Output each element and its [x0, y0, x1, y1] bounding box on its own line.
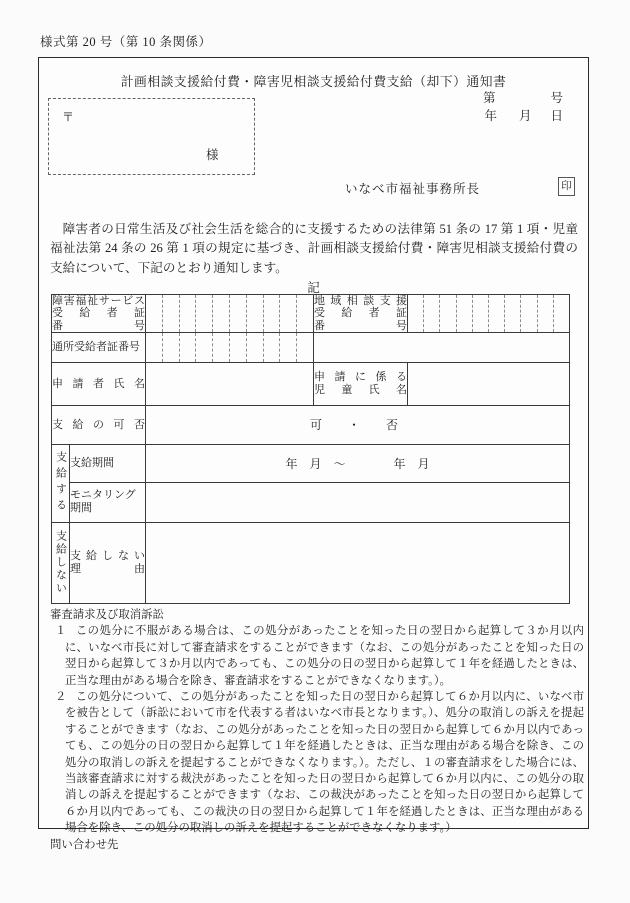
record-heading: 記 [307, 281, 320, 295]
digit-cell [212, 333, 229, 362]
digit-cell [472, 295, 488, 332]
no-grant-group-header: 支給しない [52, 522, 70, 603]
digit-cell [504, 295, 520, 332]
row-no-grant-reason [52, 522, 570, 603]
digit-cell [195, 295, 212, 332]
body-paragraph: 障害者の日常生活及び社会生活を総合的に支援するための法律第 51 条の 17 第 1 項・児童福祉法第 24 条の 26 第 1 項の規定に基づき、計画相談支援給付費・障害児相談支援給付費の支給について、下記のとおり通知します。 [50, 222, 578, 275]
legal-item-2: ２ この処分について、この処分があったことを知った日の翌日から起算して６か月以内に、いなべ市を被告として（訴訟において市を代表する者はいなべ市長となります。）、処分の取消しの訴えを提起することができます（なお、この処分があったことを知った日の翌日から起算して６か月以内であっても、この処分の日の翌日から起算して１年を経過したときは、正当な理由がある場合を除き、この処分の取消しの訴えを提起することができなくなります。）。ただし、１の審査請求をした場合には、当該審査請求に対する裁決があったことを知った日の翌日から起算して６か月以内に、この処分の取消しの訴えを提起することができます（なお、この裁決があったことを知った日の翌日から起算して６か月以内であっても、この裁決の日の翌日から起算して１年を経過したときは、正当な理由がある場合を除き、この処分の取消しの訴えを提起することができなくなります。） [55, 691, 584, 835]
seal-placeholder: 印 [558, 177, 575, 196]
approval-choice-cell: 可 ・ 否 [146, 405, 570, 444]
digit-cell [488, 295, 504, 332]
disability-service-recipient-no-cells [146, 295, 314, 333]
grant-group-header: 支給する [52, 444, 70, 522]
doc-number-prefix: 第 [482, 91, 496, 105]
digit-cell [229, 333, 246, 362]
date-day-label: 日 [550, 109, 563, 123]
digit-cell [520, 295, 536, 332]
date-line [484, 106, 563, 124]
digit-cell [229, 295, 246, 332]
digit-cell [179, 333, 196, 362]
document-title: 計画相談支援給付費・障害児相談支援給付費支給（却下）通知書 [120, 75, 507, 89]
monitoring-period-cell [146, 482, 570, 522]
digit-cell [162, 295, 179, 332]
label-grant-period: 支給期間 [70, 444, 146, 482]
postal-mark: 〒 [62, 110, 75, 124]
grant-period-cell: 年 月 ～ 年 月 [146, 444, 570, 482]
row-monitoring-period [52, 482, 570, 522]
digit-cell [212, 295, 229, 332]
digit-cell [408, 295, 423, 332]
digit-cell [263, 333, 280, 362]
label-day-service-recipient-no: 通所受給者証番号 [52, 332, 146, 362]
doc-number-suffix: 号 [550, 91, 563, 105]
digit-cell [537, 295, 553, 332]
addressee-box [48, 98, 255, 175]
date-year-label: 年 [484, 109, 497, 123]
day-service-blank-cell [314, 332, 570, 362]
addressee-honorific: 様 [206, 148, 219, 162]
issuer-title: いなべ市福祉事務所長 [345, 182, 481, 196]
digit-cell [246, 333, 263, 362]
digit-cell [263, 295, 280, 332]
digit-cell [146, 333, 162, 362]
row-applicant [52, 362, 570, 405]
row-grant-period [52, 444, 570, 482]
label-applicant-name: 申請者氏名 [52, 362, 146, 405]
label-no-grant-reason: 支給しない 理由 [70, 522, 146, 603]
digit-cell [279, 295, 296, 332]
digit-cell [195, 333, 212, 362]
digit-cell [423, 295, 439, 332]
digit-cell [296, 295, 313, 332]
contact-label: 問い合わせ先 [50, 838, 119, 851]
date-month-label: 月 [518, 109, 532, 123]
label-monitoring-period: モニタリング 期間 [70, 482, 146, 522]
label-community-support-recipient-no: 地域相談支援 受給者証 番号 [314, 295, 407, 332]
digit-cell [296, 333, 313, 362]
row-day-service-no [52, 332, 570, 362]
applicant-name-cell [146, 362, 314, 405]
legal-notice [50, 607, 584, 853]
digit-cell [456, 295, 472, 332]
digit-cell [439, 295, 455, 332]
form-sheet [38, 57, 589, 851]
digit-cell [279, 333, 296, 362]
record-table [51, 294, 570, 604]
digit-cell [162, 333, 179, 362]
digit-cell [246, 295, 263, 332]
legal-item-1: １ この処分に不服がある場合は、この処分があったことを知った日の翌日から起算して３か月以内に、いなべ市長に対して審査請求をすることができます（なお、この処分があったことを知った日の翌日から起算して３か月以内であっても、この処分の日の翌日から起算して１年を経過したときは、正当な理由がある場合を除き、審査請求をすることができなくなります。）。 [55, 625, 584, 687]
legal-heading: 審査請求及び取消訴訟 [50, 609, 164, 621]
label-grant-approval: 支給の可否 [52, 405, 146, 444]
digit-cell [553, 295, 569, 332]
row-approval [52, 405, 570, 444]
label-disability-service-recipient-no: 障害福祉サービス 受給者証 番号 [52, 295, 145, 332]
day-service-recipient-no-cells [146, 332, 314, 362]
child-name-cell [408, 362, 570, 405]
no-grant-reason-cell [146, 522, 570, 603]
label-child-name: 申請に係る 児童氏名 [314, 362, 408, 405]
community-support-recipient-no-cells [408, 295, 570, 333]
digit-cell [179, 295, 196, 332]
row-recipient-numbers [52, 295, 570, 333]
form-number: 様式第 20 号（第 10 条関係） [40, 35, 212, 49]
digit-cell [146, 295, 162, 332]
document-number-line [483, 88, 563, 106]
